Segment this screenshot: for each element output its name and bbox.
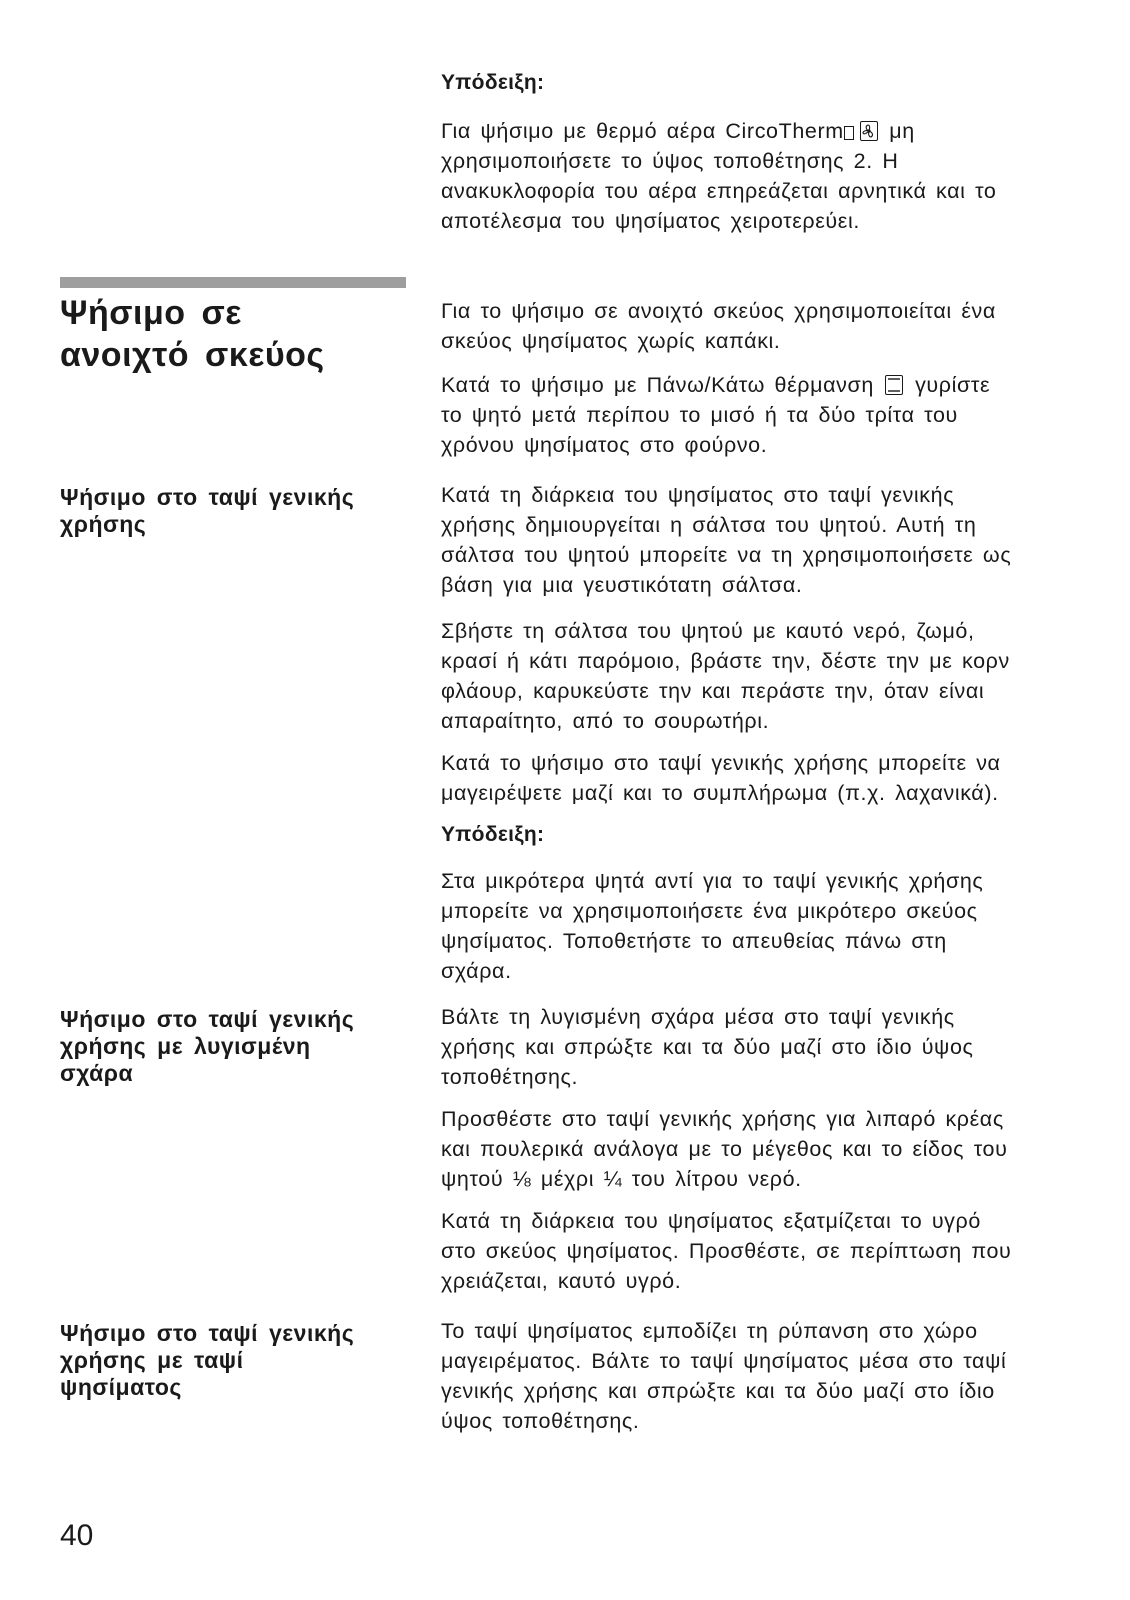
hint-text-line: μη xyxy=(889,119,915,143)
paragraph-line: στο σκεύος ψησίματος. Προσθέστε, σε περίπτωση που xyxy=(441,1239,1012,1263)
subsection-paragraph xyxy=(441,480,1061,600)
paragraph-line: Κατά το ψήσιμο με Πάνω/Κάτω θέρμανση xyxy=(441,373,874,397)
paragraph-line: Βάλτε τη λυγισμένη σχάρα μέσα στο ταψί γενικής xyxy=(441,1005,955,1029)
hint-text xyxy=(441,866,1061,986)
paragraph-line: Κατά τη διάρκεια του ψησίματος στο ταψί γενικής xyxy=(441,483,955,507)
section-title-line: ανοιχτό σκεύος xyxy=(60,336,325,374)
paragraph-line: Το ταψί ψησίματος εμποδίζει τη ρύπανση στο χώρο xyxy=(441,1319,978,1343)
hint-text-line: σχάρα. xyxy=(441,959,512,983)
hint-text-line: Στα μικρότερα ψητά αντί για το ταψί γενικής χρήσης xyxy=(441,869,984,893)
section-paragraph xyxy=(441,296,1061,356)
placeholder-box-glyph xyxy=(844,126,854,140)
paragraph-line: Κατά το ψήσιμο στο ταψί γενικής χρήσης μπορείτε να xyxy=(441,751,1001,775)
paragraph-line: σάλτσα του ψητού μπορείτε να τη χρησιμοποιήσετε ως xyxy=(441,543,1012,567)
subsection-heading-line: σχάρα xyxy=(60,1060,134,1086)
subsection-heading-line: Ψήσιμο στο ταψί γενικής xyxy=(60,484,355,510)
hint-label: Υπόδειξη: xyxy=(441,71,545,94)
subsection-heading-line: Ψήσιμο στο ταψί γενικής xyxy=(60,1320,355,1346)
paragraph-line: φλάουρ, καρυκεύστε την και περάστε την, όταν είναι xyxy=(441,679,985,703)
paragraph-line: μαγειρέψετε μαζί και το συμπλήρωμα (π.χ. λαχανικά). xyxy=(441,781,999,805)
paragraph-line: γενικής χρήσης και σπρώξτε και τα δύο μαζί στο ίδιο xyxy=(441,1379,995,1403)
subsection-heading xyxy=(60,1320,420,1401)
paragraph-line: Προσθέστε στο ταψί γενικής χρήσης για λιπαρό κρέας xyxy=(441,1107,1004,1131)
hint-text-line: Για ψήσιμο με θερμό αέρα CircoTherm xyxy=(441,119,844,143)
paragraph-line: το ψητό μετά περίπου το μισό ή τα δύο τρίτα του xyxy=(441,403,958,427)
paragraph-line: Σβήστε τη σάλτσα του ψητού με καυτό νερό, ζωμό, xyxy=(441,619,975,643)
subsection-heading-line: ψησίματος xyxy=(60,1374,182,1400)
paragraph-line: ψητού ⅛ μέχρι ¼ του λίτρου νερό. xyxy=(441,1167,802,1191)
paragraph-line: βάση για μια γευστικότατη σάλτσα. xyxy=(441,573,803,597)
paragraph-line: κρασί ή κάτι παρόμοιο, βράστε την, δέστε την με κορν xyxy=(441,649,1010,673)
subsection-paragraph xyxy=(441,616,1061,736)
section-title-line: Ψήσιμο σε xyxy=(60,294,242,332)
paragraph-line: χρήσης δημιουργείται η σάλτσα του ψητού. Αυτή τη xyxy=(441,513,977,537)
subsection-paragraph xyxy=(441,1002,1061,1092)
subsection-paragraph xyxy=(441,1316,1061,1436)
paragraph-line: μαγειρέματος. Βάλτε το ταψί ψησίματος μέσα στο ταψί xyxy=(441,1349,1007,1373)
subsection-heading-line: χρήσης με ταψί xyxy=(60,1347,244,1373)
subsection-heading xyxy=(60,484,420,538)
hint-text xyxy=(441,116,1061,236)
section-title xyxy=(60,292,420,376)
subsection-paragraph xyxy=(441,748,1061,808)
top-bottom-heat-icon xyxy=(885,375,903,395)
subsection-heading xyxy=(60,1006,420,1087)
paragraph-line: ύψος τοποθέτησης. xyxy=(441,1409,640,1433)
paragraph-line: γυρίστε xyxy=(915,373,991,397)
hint-text-line: μπορείτε να χρησιμοποιήσετε ένα μικρότερο σκεύος xyxy=(441,899,978,923)
subsection-paragraph xyxy=(441,1104,1061,1194)
paragraph-line: χρόνου ψησίματος στο φούρνο. xyxy=(441,433,768,457)
paragraph-line: απαραίτητο, από το σουρωτήρι. xyxy=(441,709,770,733)
subsection-paragraph xyxy=(441,1206,1061,1296)
circotherm-fan-icon xyxy=(860,121,878,141)
hint-text-line: αποτέλεσμα του ψησίματος χειροτερεύει. xyxy=(441,209,860,233)
paragraph-line: τοποθέτησης. xyxy=(441,1065,579,1089)
hint-text-line: χρησιμοποιήσετε το ύψος τοποθέτησης 2. Η xyxy=(441,149,899,173)
section-paragraph xyxy=(441,370,1061,460)
paragraph-line: χρήσης και σπρώξτε και τα δύο μαζί στο ίδιο ύψος xyxy=(441,1035,974,1059)
paragraph-line: χρειάζεται, καυτό υγρό. xyxy=(441,1269,682,1293)
hint-text-line: ανακυκλοφορία του αέρα επηρεάζεται αρνητικά και το xyxy=(441,179,997,203)
subsection-heading-line: χρήσης με λυγισμένη xyxy=(60,1033,311,1059)
hint-text-line: ψησίματος. Τοποθετήστε το απευθείας πάνω στη xyxy=(441,929,947,953)
paragraph-line: Για το ψήσιμο σε ανοιχτό σκεύος χρησιμοποιείται ένα xyxy=(441,299,996,323)
page-number: 40 xyxy=(60,1519,94,1552)
paragraph-line: Κατά τη διάρκεια του ψησίματος εξατμίζεται το υγρό xyxy=(441,1209,981,1233)
hint-label: Υπόδειξη: xyxy=(441,823,545,846)
section-divider xyxy=(60,277,406,288)
subsection-heading-line: Ψήσιμο στο ταψί γενικής xyxy=(60,1006,355,1032)
paragraph-line: και πουλερικά ανάλογα με το μέγεθος και το είδος του xyxy=(441,1137,1008,1161)
paragraph-line: σκεύος ψησίματος χωρίς καπάκι. xyxy=(441,329,781,353)
subsection-heading-line: χρήσης xyxy=(60,511,147,537)
